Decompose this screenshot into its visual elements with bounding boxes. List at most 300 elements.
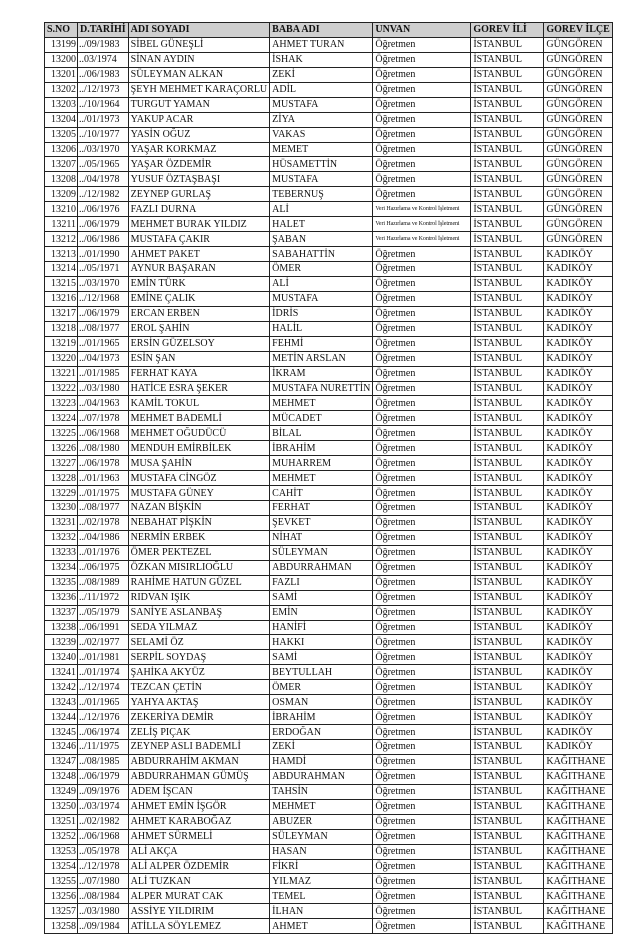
- cell-province: İSTANBUL: [471, 844, 544, 859]
- cell-title: Öğretmen: [373, 336, 471, 351]
- cell-father-name: ÖMER: [270, 262, 373, 277]
- table-row: [45, 740, 613, 755]
- cell-date: ../08/1989: [78, 575, 129, 590]
- cell-sno: 13205: [45, 127, 78, 142]
- cell-name: YASİN OĞUZ: [128, 127, 270, 142]
- cell-name: MEHMET OĞUDÜCÜ: [128, 426, 270, 441]
- cell-district: GÜNGÖREN: [544, 172, 612, 187]
- table-row: [45, 411, 613, 426]
- cell-date: ../06/1983: [78, 67, 129, 82]
- cell-sno: 13256: [45, 889, 78, 904]
- cell-father-name: HALİL: [270, 321, 373, 336]
- table-row: [45, 725, 613, 740]
- cell-district: KAĞITHANE: [544, 769, 612, 784]
- cell-date: ../06/1979: [78, 306, 129, 321]
- cell-district: KAĞITHANE: [544, 829, 612, 844]
- table-row: [45, 381, 613, 396]
- cell-title: Öğretmen: [373, 157, 471, 172]
- cell-title: Öğretmen: [373, 620, 471, 635]
- cell-name: AHMET SÜRMELİ: [128, 829, 270, 844]
- cell-province: İSTANBUL: [471, 919, 544, 934]
- table-row: [45, 769, 613, 784]
- table-row: [45, 276, 613, 291]
- cell-title: Öğretmen: [373, 575, 471, 590]
- cell-district: GÜNGÖREN: [544, 142, 612, 157]
- table-row: [45, 157, 613, 172]
- cell-province: İSTANBUL: [471, 247, 544, 262]
- cell-province: İSTANBUL: [471, 276, 544, 291]
- cell-name: ALPER MURAT CAK: [128, 889, 270, 904]
- cell-date: ../06/1976: [78, 202, 129, 217]
- cell-title: Öğretmen: [373, 37, 471, 52]
- cell-district: KAĞITHANE: [544, 889, 612, 904]
- header-row: [45, 23, 613, 38]
- header-sno: S.NO: [45, 23, 78, 38]
- cell-father-name: ALİ: [270, 276, 373, 291]
- cell-father-name: ÖMER: [270, 680, 373, 695]
- cell-title: Öğretmen: [373, 740, 471, 755]
- cell-date: ../10/1977: [78, 127, 129, 142]
- table-row: [45, 97, 613, 112]
- cell-province: İSTANBUL: [471, 515, 544, 530]
- cell-name: ABDURRAHMAN GÜMÜŞ: [128, 769, 270, 784]
- header-father-name: BABA ADI: [270, 23, 373, 38]
- table-row: [45, 291, 613, 306]
- cell-district: GÜNGÖREN: [544, 37, 612, 52]
- cell-sno: 13212: [45, 232, 78, 247]
- cell-name: SİBEL GÜNEŞLİ: [128, 37, 270, 52]
- cell-name: ESİN ŞAN: [128, 351, 270, 366]
- cell-province: İSTANBUL: [471, 82, 544, 97]
- cell-date: ../03/1974: [78, 799, 129, 814]
- cell-name: RIDVAN IŞIK: [128, 590, 270, 605]
- cell-father-name: TEBERNUŞ: [270, 187, 373, 202]
- cell-date: ../09/1984: [78, 919, 129, 934]
- cell-sno: 13246: [45, 740, 78, 755]
- cell-father-name: MUSTAFA: [270, 172, 373, 187]
- cell-father-name: MEHMET: [270, 471, 373, 486]
- cell-title: Öğretmen: [373, 695, 471, 710]
- cell-province: İSTANBUL: [471, 351, 544, 366]
- cell-date: ../01/1975: [78, 486, 129, 501]
- cell-title: Öğretmen: [373, 665, 471, 680]
- table-row: [45, 486, 613, 501]
- table-row: [45, 904, 613, 919]
- cell-sno: 13204: [45, 112, 78, 127]
- cell-province: İSTANBUL: [471, 545, 544, 560]
- cell-district: KADIKÖY: [544, 725, 612, 740]
- cell-province: İSTANBUL: [471, 605, 544, 620]
- cell-district: KADIKÖY: [544, 590, 612, 605]
- cell-sno: 13228: [45, 471, 78, 486]
- cell-province: İSTANBUL: [471, 381, 544, 396]
- table-row: [45, 247, 613, 262]
- cell-date: ../01/1963: [78, 471, 129, 486]
- cell-name: MUSTAFA GÜNEY: [128, 486, 270, 501]
- cell-name: MENDUH EMİRBİLEK: [128, 441, 270, 456]
- cell-sno: 13217: [45, 306, 78, 321]
- table-row: [45, 560, 613, 575]
- cell-sno: 13255: [45, 874, 78, 889]
- cell-title: Öğretmen: [373, 904, 471, 919]
- cell-province: İSTANBUL: [471, 97, 544, 112]
- cell-name: YAKUP ACAR: [128, 112, 270, 127]
- cell-name: HATİCE ESRA ŞEKER: [128, 381, 270, 396]
- cell-title: Öğretmen: [373, 306, 471, 321]
- cell-district: KADIKÖY: [544, 545, 612, 560]
- cell-province: İSTANBUL: [471, 172, 544, 187]
- table-row: [45, 351, 613, 366]
- cell-province: İSTANBUL: [471, 904, 544, 919]
- cell-name: NERMİN ERBEK: [128, 530, 270, 545]
- cell-title: Öğretmen: [373, 396, 471, 411]
- cell-district: GÜNGÖREN: [544, 52, 612, 67]
- cell-district: KADIKÖY: [544, 650, 612, 665]
- cell-district: KAĞITHANE: [544, 814, 612, 829]
- cell-father-name: İSHAK: [270, 52, 373, 67]
- cell-title: Öğretmen: [373, 501, 471, 516]
- table-row: [45, 142, 613, 157]
- cell-name: YAHYA AKTAŞ: [128, 695, 270, 710]
- cell-district: KADIKÖY: [544, 366, 612, 381]
- cell-province: İSTANBUL: [471, 889, 544, 904]
- cell-father-name: HAMDİ: [270, 754, 373, 769]
- cell-date: ../09/1983: [78, 37, 129, 52]
- cell-province: İSTANBUL: [471, 859, 544, 874]
- cell-father-name: İBRAHİM: [270, 710, 373, 725]
- table-row: [45, 202, 613, 217]
- cell-father-name: ABDURAHMAN: [270, 769, 373, 784]
- cell-date: ../11/1975: [78, 740, 129, 755]
- cell-province: İSTANBUL: [471, 650, 544, 665]
- cell-father-name: İDRİS: [270, 306, 373, 321]
- table-row: [45, 262, 613, 277]
- cell-name: TEZCAN ÇETİN: [128, 680, 270, 695]
- cell-sno: 13207: [45, 157, 78, 172]
- table-row: [45, 814, 613, 829]
- cell-name: YUSUF ÖZTAŞBAŞI: [128, 172, 270, 187]
- cell-title: Öğretmen: [373, 247, 471, 262]
- cell-name: MEHMET BADEMLİ: [128, 411, 270, 426]
- cell-title: Öğretmen: [373, 471, 471, 486]
- cell-province: İSTANBUL: [471, 620, 544, 635]
- cell-sno: 13239: [45, 635, 78, 650]
- table-row: [45, 665, 613, 680]
- cell-sno: 13209: [45, 187, 78, 202]
- cell-name: EMİN TÜRK: [128, 276, 270, 291]
- cell-province: İSTANBUL: [471, 530, 544, 545]
- cell-father-name: CAHİT: [270, 486, 373, 501]
- cell-district: GÜNGÖREN: [544, 187, 612, 202]
- cell-province: İSTANBUL: [471, 127, 544, 142]
- table-row: [45, 754, 613, 769]
- table-row: [45, 530, 613, 545]
- cell-name: ABDURRAHİM AKMAN: [128, 754, 270, 769]
- cell-date: ../12/1982: [78, 187, 129, 202]
- cell-name: ASSİYE YILDIRIM: [128, 904, 270, 919]
- cell-date: ../06/1978: [78, 456, 129, 471]
- cell-father-name: ZİYA: [270, 112, 373, 127]
- cell-sno: 13220: [45, 351, 78, 366]
- cell-date: ../08/1985: [78, 754, 129, 769]
- table-row: [45, 232, 613, 247]
- cell-district: KADIKÖY: [544, 441, 612, 456]
- table-row: [45, 217, 613, 232]
- cell-sno: 13233: [45, 545, 78, 560]
- cell-province: İSTANBUL: [471, 829, 544, 844]
- cell-sno: 13226: [45, 441, 78, 456]
- cell-province: İSTANBUL: [471, 112, 544, 127]
- cell-father-name: ADİL: [270, 82, 373, 97]
- cell-father-name: BEYTULLAH: [270, 665, 373, 680]
- cell-father-name: SAMİ: [270, 650, 373, 665]
- cell-sno: 13203: [45, 97, 78, 112]
- cell-date: ../12/1978: [78, 859, 129, 874]
- cell-title: Öğretmen: [373, 859, 471, 874]
- cell-province: İSTANBUL: [471, 217, 544, 232]
- table-row: [45, 575, 613, 590]
- cell-district: KADIKÖY: [544, 262, 612, 277]
- cell-date: ../04/1973: [78, 351, 129, 366]
- cell-district: GÜNGÖREN: [544, 97, 612, 112]
- cell-name: AHMET EMİN İŞGÖR: [128, 799, 270, 814]
- cell-father-name: MEMET: [270, 142, 373, 157]
- cell-province: İSTANBUL: [471, 695, 544, 710]
- cell-father-name: BİLAL: [270, 426, 373, 441]
- cell-date: ../06/1975: [78, 560, 129, 575]
- cell-province: İSTANBUL: [471, 232, 544, 247]
- cell-district: GÜNGÖREN: [544, 82, 612, 97]
- cell-title: Öğretmen: [373, 486, 471, 501]
- cell-father-name: HANİFİ: [270, 620, 373, 635]
- cell-district: KADIKÖY: [544, 486, 612, 501]
- cell-father-name: TAHSİN: [270, 784, 373, 799]
- cell-title: Öğretmen: [373, 187, 471, 202]
- cell-name: AYNUR BAŞARAN: [128, 262, 270, 277]
- cell-sno: 13215: [45, 276, 78, 291]
- cell-father-name: FAZLI: [270, 575, 373, 590]
- table-row: [45, 172, 613, 187]
- cell-father-name: MUHARREM: [270, 456, 373, 471]
- cell-title: Öğretmen: [373, 874, 471, 889]
- cell-district: KAĞITHANE: [544, 919, 612, 934]
- cell-father-name: SÜLEYMAN: [270, 545, 373, 560]
- table-row: [45, 441, 613, 456]
- table-row: [45, 620, 613, 635]
- cell-name: NAZAN BİŞKİN: [128, 501, 270, 516]
- cell-province: İSTANBUL: [471, 710, 544, 725]
- cell-father-name: OSMAN: [270, 695, 373, 710]
- cell-province: İSTANBUL: [471, 754, 544, 769]
- cell-sno: 13227: [45, 456, 78, 471]
- cell-province: İSTANBUL: [471, 799, 544, 814]
- cell-father-name: ALİ: [270, 202, 373, 217]
- cell-father-name: MÜCADET: [270, 411, 373, 426]
- cell-father-name: ZEKİ: [270, 740, 373, 755]
- table-row: [45, 829, 613, 844]
- cell-district: KADIKÖY: [544, 456, 612, 471]
- cell-district: KADIKÖY: [544, 351, 612, 366]
- cell-province: İSTANBUL: [471, 769, 544, 784]
- cell-title: Öğretmen: [373, 829, 471, 844]
- cell-district: KADIKÖY: [544, 620, 612, 635]
- cell-name: MUSTAFA ÇAKIR: [128, 232, 270, 247]
- cell-title: Öğretmen: [373, 142, 471, 157]
- cell-name: ERSİN GÜZELSOY: [128, 336, 270, 351]
- cell-district: KADIKÖY: [544, 396, 612, 411]
- cell-date: ../01/1990: [78, 247, 129, 262]
- cell-name: SÜLEYMAN ALKAN: [128, 67, 270, 82]
- table-row: [45, 471, 613, 486]
- cell-sno: 13242: [45, 680, 78, 695]
- cell-father-name: FİKRİ: [270, 859, 373, 874]
- cell-date: ..03/1974: [78, 52, 129, 67]
- cell-father-name: MUSTAFA: [270, 97, 373, 112]
- cell-title: Öğretmen: [373, 799, 471, 814]
- cell-title: Öğretmen: [373, 366, 471, 381]
- table-row: [45, 919, 613, 934]
- cell-title: Veri Hazırlama ve Kontrol İşletmeni: [373, 202, 471, 217]
- cell-title: Öğretmen: [373, 411, 471, 426]
- cell-date: ../02/1977: [78, 635, 129, 650]
- cell-province: İSTANBUL: [471, 67, 544, 82]
- cell-sno: 13199: [45, 37, 78, 52]
- cell-district: KADIKÖY: [544, 605, 612, 620]
- personnel-table: [44, 22, 613, 934]
- cell-title: Öğretmen: [373, 97, 471, 112]
- cell-date: ../03/1970: [78, 276, 129, 291]
- cell-province: İSTANBUL: [471, 560, 544, 575]
- cell-name: SERPİL SOYDAŞ: [128, 650, 270, 665]
- cell-sno: 13235: [45, 575, 78, 590]
- cell-title: Öğretmen: [373, 919, 471, 934]
- cell-name: YAŞAR ÖZDEMİR: [128, 157, 270, 172]
- cell-sno: 13249: [45, 784, 78, 799]
- cell-father-name: YILMAZ: [270, 874, 373, 889]
- cell-name: ALİ AKÇA: [128, 844, 270, 859]
- cell-district: KAĞITHANE: [544, 784, 612, 799]
- cell-district: KADIKÖY: [544, 530, 612, 545]
- cell-date: ../12/1974: [78, 680, 129, 695]
- cell-province: İSTANBUL: [471, 680, 544, 695]
- cell-district: KADIKÖY: [544, 635, 612, 650]
- cell-name: EMİNE ÇALIK: [128, 291, 270, 306]
- cell-province: İSTANBUL: [471, 321, 544, 336]
- cell-father-name: MEHMET: [270, 396, 373, 411]
- cell-date: ../01/1976: [78, 545, 129, 560]
- cell-father-name: HASAN: [270, 844, 373, 859]
- cell-name: ZEKERİYA DEMİR: [128, 710, 270, 725]
- cell-name: SANİYE ASLANBAŞ: [128, 605, 270, 620]
- cell-district: KAĞITHANE: [544, 859, 612, 874]
- cell-name: YAŞAR KORKMAZ: [128, 142, 270, 157]
- table-row: [45, 52, 613, 67]
- cell-name: ÖZKAN MISIRLIOĞLU: [128, 560, 270, 575]
- cell-title: Veri Hazırlama ve Kontrol İşletmeni: [373, 232, 471, 247]
- cell-sno: 13208: [45, 172, 78, 187]
- cell-province: İSTANBUL: [471, 814, 544, 829]
- cell-father-name: ŞABAN: [270, 232, 373, 247]
- cell-district: KADIKÖY: [544, 336, 612, 351]
- cell-father-name: VAKAS: [270, 127, 373, 142]
- cell-sno: 13214: [45, 262, 78, 277]
- cell-father-name: AHMET: [270, 919, 373, 934]
- header-title: UNVAN: [373, 23, 471, 38]
- cell-date: ../12/1976: [78, 710, 129, 725]
- header-district: GOREV İLÇE: [544, 23, 612, 38]
- cell-date: ../06/1974: [78, 725, 129, 740]
- cell-date: ../08/1977: [78, 321, 129, 336]
- cell-father-name: NİHAT: [270, 530, 373, 545]
- cell-sno: 13229: [45, 486, 78, 501]
- cell-district: KADIKÖY: [544, 247, 612, 262]
- cell-father-name: MEHMET: [270, 799, 373, 814]
- header-name: ADI SOYADI: [128, 23, 270, 38]
- cell-district: KADIKÖY: [544, 680, 612, 695]
- cell-sno: 13248: [45, 769, 78, 784]
- table-row: [45, 82, 613, 97]
- cell-name: RAHİME HATUN GÜZEL: [128, 575, 270, 590]
- cell-sno: 13258: [45, 919, 78, 934]
- cell-district: GÜNGÖREN: [544, 67, 612, 82]
- cell-title: Öğretmen: [373, 605, 471, 620]
- cell-sno: 13237: [45, 605, 78, 620]
- cell-date: ../12/1968: [78, 291, 129, 306]
- cell-father-name: İBRAHİM: [270, 441, 373, 456]
- cell-date: ../03/1980: [78, 904, 129, 919]
- table-row: [45, 590, 613, 605]
- cell-province: İSTANBUL: [471, 187, 544, 202]
- cell-name: AHMET PAKET: [128, 247, 270, 262]
- cell-date: ../04/1986: [78, 530, 129, 545]
- cell-sno: 13206: [45, 142, 78, 157]
- cell-province: İSTANBUL: [471, 441, 544, 456]
- cell-sno: 13213: [45, 247, 78, 262]
- cell-father-name: SAMİ: [270, 590, 373, 605]
- table-row: [45, 710, 613, 725]
- cell-date: ../06/1968: [78, 829, 129, 844]
- cell-name: NEBAHAT PİŞKİN: [128, 515, 270, 530]
- cell-sno: 13223: [45, 396, 78, 411]
- table-row: [45, 456, 613, 471]
- cell-province: İSTANBUL: [471, 471, 544, 486]
- cell-district: KAĞITHANE: [544, 874, 612, 889]
- cell-district: KADIKÖY: [544, 740, 612, 755]
- table-row: [45, 889, 613, 904]
- cell-sno: 13236: [45, 590, 78, 605]
- cell-sno: 13211: [45, 217, 78, 232]
- cell-district: GÜNGÖREN: [544, 112, 612, 127]
- cell-district: KADIKÖY: [544, 381, 612, 396]
- cell-date: ../01/1965: [78, 695, 129, 710]
- cell-father-name: TEMEL: [270, 889, 373, 904]
- cell-title: Öğretmen: [373, 127, 471, 142]
- cell-district: KADIKÖY: [544, 515, 612, 530]
- cell-father-name: İLHAN: [270, 904, 373, 919]
- cell-name: ŞEYH MEHMET KARAÇORLU: [128, 82, 270, 97]
- cell-sno: 13253: [45, 844, 78, 859]
- cell-name: TURGUT YAMAN: [128, 97, 270, 112]
- cell-title: Öğretmen: [373, 769, 471, 784]
- cell-name: EROL ŞAHİN: [128, 321, 270, 336]
- cell-date: ../05/1979: [78, 605, 129, 620]
- cell-date: ../05/1965: [78, 157, 129, 172]
- cell-sno: 13225: [45, 426, 78, 441]
- cell-father-name: ŞEVKET: [270, 515, 373, 530]
- table-body: [45, 37, 613, 933]
- table-row: [45, 784, 613, 799]
- table-row: [45, 501, 613, 516]
